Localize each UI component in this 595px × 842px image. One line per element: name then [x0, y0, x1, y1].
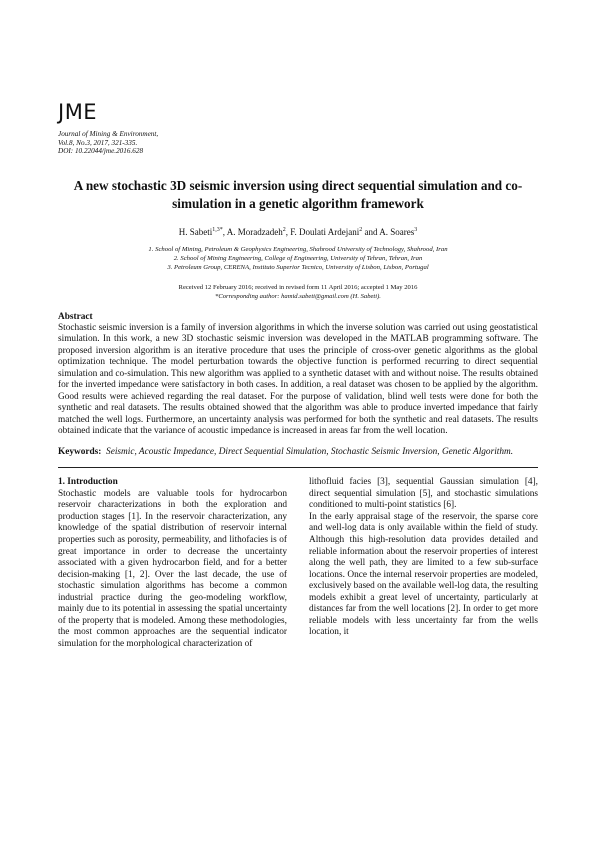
author-name: H. Sabeti	[178, 226, 213, 237]
paper-title: A new stochastic 3D seismic inversion using direct sequential simulation and co-simulation in a genetic algorithm framework	[73, 177, 523, 211]
affiliation-item: 2. School of Mining Engineering, College of Engineering, University of Tehran, Tehran, Iran	[173, 254, 423, 262]
received-dates: Received 12 February 2016; received in revised form 11 April 2016; accepted 1 May 2016	[178, 283, 418, 291]
author-affiliation-mark: 3	[414, 226, 418, 233]
body-paragraph: Stochastic models are valuable tools for hydrocarbon reservoir characterizations in both the exploration and production stages [1]. In the reservoir characterization, any knowledge of the spatial distribution of reservoir internal properties such as porosity, permeability, and lithofacies is of great importance in order to decrease the uncertainty associated with a given hydrocarbon field, and for a better decision-making [1, 2]. Over the last decade, the use of stochastic simulation algorithms has become a common industrial practice during the geo-modeling workflow, mainly due to its potential in assessing the spatial uncertainty of the property that is modeled. Among these methodologies, the most common approaches are the sequential indicator simulation for the morphological characterization of	[58, 488, 287, 649]
article-history	[58, 283, 538, 301]
author-affiliation-mark: 1,3*	[212, 226, 223, 233]
body-paragraph: lithofluid facies [3], sequential Gaussian simulation [4], direct sequential simulation [5], and stochastic simulations conditioned to multi-point statistics [6].	[309, 477, 538, 511]
author-affiliation-mark: 2	[359, 226, 363, 233]
keywords-label: Keywords:	[58, 446, 102, 457]
keywords	[58, 447, 538, 459]
right-column	[309, 477, 538, 650]
section-divider	[58, 467, 538, 468]
journal-name: Journal of Mining & Environment,	[58, 130, 159, 138]
keywords-list: Seismic, Acoustic Impedance, Direct Sequential Simulation, Stochastic Seismic Inversion, Genetic Algorithm.	[106, 446, 514, 457]
affiliations	[58, 245, 538, 272]
author-affiliation-mark: 2	[282, 226, 286, 233]
left-column	[58, 477, 287, 650]
journal-logo: JME	[58, 100, 98, 124]
journal-doi: DOI: 10.22044/jme.2016.628	[58, 147, 144, 156]
author-name: , F. Doulati Ardejani	[285, 226, 360, 237]
abstract-text: Stochastic seismic inversion is a family of inversion algorithms in which the inverse solution was carried out using geostatistical simulation. In this work, a new 3D stochastic seismic inversion was developed in the MATLAB programming software. The proposed inversion algorithm is an iterative procedure that uses the principle of cross-over genetic algorithms as the global optimization technique. The model perturbation towards the objective function is performed recurring to direct sequential simulation and co-simulation. This new algorithm was applied to a synthetic dataset with and without noise. The results obtained for the inverted impedance were satisfactory in both cases. In addition, a real dataset was chosen to be applied by the algorithm. Good results were achieved regarding the real dataset. For the purpose of validation, blind well tests were done for both the synthetic and real datasets. The results obtained showed that the algorithm was able to produce inverted impedance that fairly matched the well logs. Furthermore, an uncertainty analysis was performed for both the synthetic and real datasets. The results obtained indicate that the variance of acoustic impedance is increased in areas far from the well location.	[58, 322, 538, 437]
affiliation-item: 1. School of Mining, Petroleum & Geophysics Engineering, Shahrood University of Technology, Shahrood, Iran	[148, 245, 448, 253]
journal-volume: Vol.8, No.3, 2017, 321-335.	[58, 138, 138, 147]
affiliation-item: 3. Petroleum Group, CERENA, Instituto Superior Tecnico, University of Lisbon, Lisbon, Portugal	[167, 263, 429, 271]
author-name: and A. Soares	[362, 226, 415, 237]
author-name: , A. Moradzadeh	[222, 226, 283, 237]
journal-info	[58, 130, 538, 156]
body-paragraph: In the early appraisal stage of the reservoir, the sparse core and well-log data is only available within the field of study. Although this high-resolution data provides detailed and reliable information about the reservoir properties of interest along the well path, they are limited to a few sub-surface locations. Once the internal reservoir properties are modeled, exclusively based on the available well-log data, the resulting models exhibit a great level of uncertainty, particularly at distances far from the well locations [2]. In order to get more reliable models with less uncertainty far from the wells location, it	[309, 511, 538, 638]
abstract-heading: Abstract	[58, 311, 93, 322]
section-heading: 1. Introduction	[58, 477, 118, 488]
author-line	[58, 225, 538, 238]
body-columns	[58, 477, 538, 650]
corresponding-author: *Corresponding author: hamid.sabeti@gmail.com (H. Sabeti).	[215, 292, 381, 300]
